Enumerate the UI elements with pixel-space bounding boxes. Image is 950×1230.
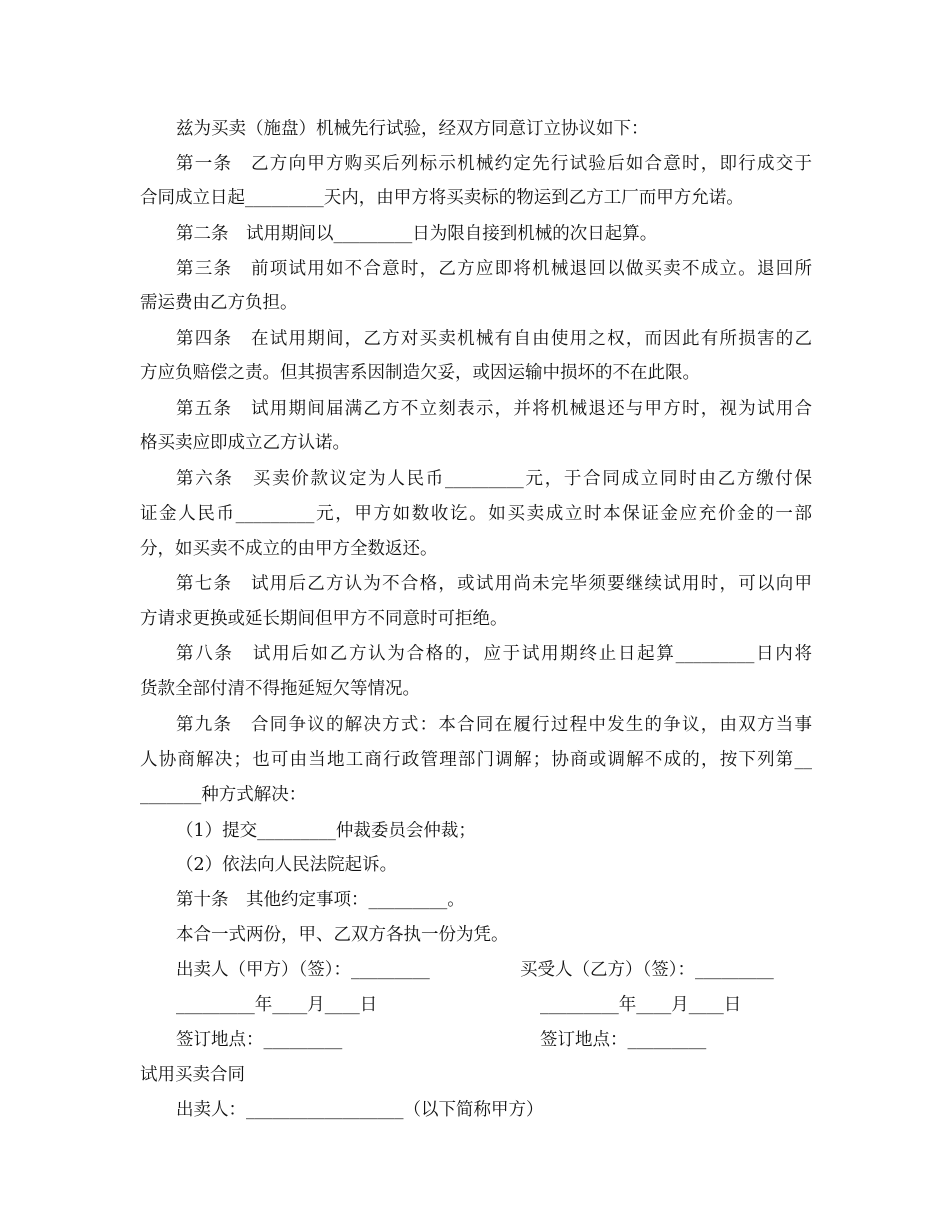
article-3-line-2: 需运费由乙方负担。 bbox=[140, 293, 298, 313]
article-7-line-1: 第七条 试用后乙方认为不合格，或试用尚未完毕须要继续试用时，可以向甲 bbox=[176, 574, 812, 594]
article-5-line-1: 第五条 试用期间届满乙方不立刻表示，并将机械退还与甲方时，视为试用合 bbox=[176, 399, 812, 419]
article-3-line-1: 第三条 前项试用如不合意时，乙方应即将机械退回以做买卖不成立。退回所 bbox=[176, 259, 812, 279]
buyer-signature: 买受人（乙方）（签）：_________ bbox=[520, 960, 774, 980]
buyer-sign-place: 签订地点：_________ bbox=[540, 1030, 707, 1050]
article-5-line-2: 格买卖应即成立乙方认诺。 bbox=[140, 433, 350, 453]
article-9-line-1: 第九条 合同争议的解决方式：本合同在履行过程中发生的争议，由双方当事 bbox=[176, 715, 812, 735]
contract-title: 试用买卖合同 bbox=[140, 1065, 245, 1085]
article-9-line-3: _______种方式解决： bbox=[140, 785, 307, 805]
intro-line: 兹为买卖（施盘）机械先行试验，经双方同意订立协议如下： bbox=[176, 119, 649, 139]
copies-clause: 本合一式两份，甲、乙双方各执一份为凭。 bbox=[176, 925, 509, 945]
article-8-line-1: 第八条 试用后如乙方认为合格的，应于试用期终止日起算_________日内将 bbox=[176, 644, 812, 664]
seller-line: 出卖人：__________________（以下简称甲方） bbox=[176, 1100, 544, 1120]
article-6-line-1: 第六条 买卖价款议定为人民币_________元，于合同成立同时由乙方缴付保 bbox=[176, 469, 812, 489]
article-6-line-2: 证金人民币_________元，甲方如数收讫。如买卖成立时本保证金应充价金的一部 bbox=[140, 504, 812, 524]
option-1: （1）提交_________仲裁委员会仲裁； bbox=[176, 821, 476, 841]
article-1-line-1: 第一条 乙方向甲方购买后列标示机械约定先行试验后如合意时，即行成交于 bbox=[176, 154, 812, 174]
article-4-line-1: 第四条 在试用期间，乙方对买卖机械有自由使用之权，而因此有所损害的乙 bbox=[176, 329, 812, 349]
option-2: （2）依法向人民法院起诉。 bbox=[176, 855, 398, 875]
buyer-date: _________年____月____日 bbox=[540, 995, 742, 1015]
article-9-line-2: 人协商解决；也可由当地工商行政管理部门调解；协商或调解不成的，按下列第__ bbox=[140, 750, 812, 770]
article-6-line-3: 分，如买卖不成立的由甲方全数返还。 bbox=[140, 539, 438, 559]
article-4-line-2: 方应负赔偿之责。但其损害系因制造欠妥，或因运输中损坏的不在此限。 bbox=[140, 363, 700, 383]
seller-signature: 出卖人（甲方）（签）：_________ bbox=[176, 960, 430, 980]
article-7-line-2: 方请求更换或延长期间但甲方不同意时可拒绝。 bbox=[140, 609, 508, 629]
article-8-line-2: 货款全部付清不得拖延短欠等情况。 bbox=[140, 679, 420, 699]
seller-date: _________年____月____日 bbox=[176, 995, 378, 1015]
article-2: 第二条 试用期间以_________日为限自接到机械的次日起算。 bbox=[176, 224, 658, 244]
article-10: 第十条 其他约定事项：_________。 bbox=[176, 890, 465, 910]
seller-sign-place: 签订地点：_________ bbox=[176, 1030, 343, 1050]
article-1-line-2: 合同成立日起_________天内，由甲方将买卖标的物运到乙方工厂而甲方允诺。 bbox=[140, 188, 744, 208]
